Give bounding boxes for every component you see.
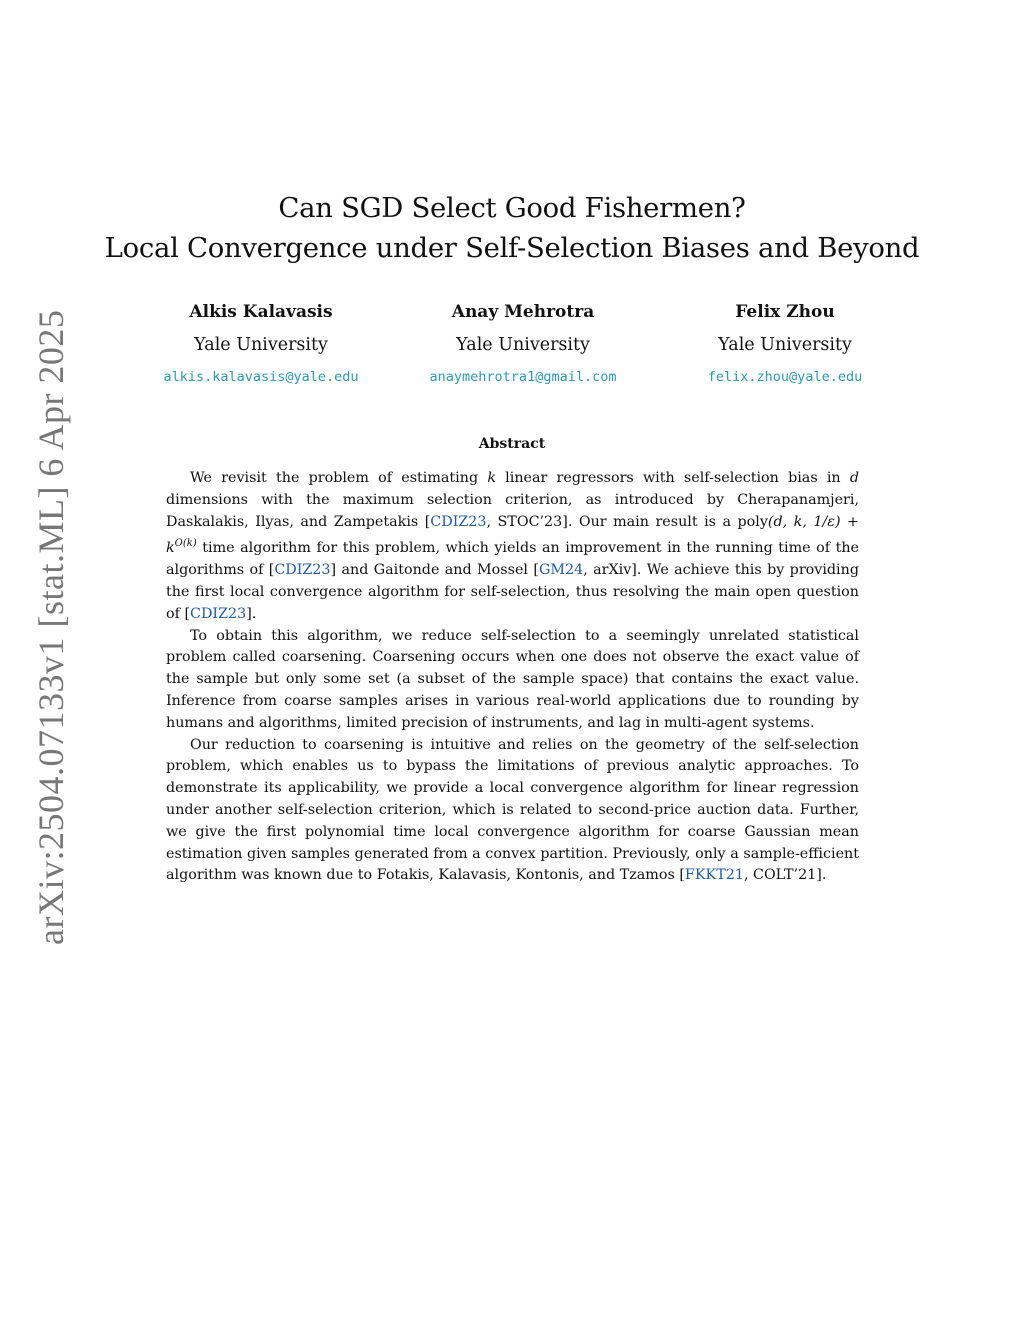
author-mehrotra [373, 298, 673, 390]
citation-link[interactable]: FKKT21 [684, 867, 744, 884]
math-superscript: O(k) [174, 538, 197, 550]
author-affiliation: Yale University [718, 335, 852, 355]
author-email-link[interactable]: anaymehrotra1@gmail.com [429, 369, 617, 385]
math-expression: (d, k, 1/ε) + k [166, 513, 859, 557]
citation-link[interactable]: CDIZ23 [274, 562, 331, 579]
abstract-heading: Abstract [478, 436, 546, 452]
author-name: Alkis Kalavasis [189, 302, 333, 322]
author-email-link[interactable]: alkis.kalavasis@yale.edu [163, 369, 359, 385]
author-zhou [635, 298, 935, 390]
title-line-1: Can SGD Select Good Fishermen? [278, 192, 746, 224]
abstract-paragraph-2: To obtain this algorithm, we reduce self-selection to a seemingly unrelated statistical problem called coarsening. Coarsening occurs when one does not observe the exact value of the sample but only some set (a subset of the sample space) that contains the exact value. Inference from coarse samples arises in various real-world applications due to rounding by humans and algorithms, limited precision of instruments, and lag in multi-agent systems. [166, 627, 859, 731]
citation-link[interactable]: GM24 [538, 562, 584, 579]
math-k: k [487, 470, 496, 486]
author-name: Anay Mehrotra [451, 302, 595, 322]
title-line-2: Local Convergence under Self-Selection Biases and Beyond [104, 232, 920, 264]
author-name: Felix Zhou [735, 302, 835, 322]
abstract-body [166, 468, 859, 887]
citation-link[interactable]: CDIZ23 [430, 513, 487, 530]
paper-title [0, 188, 1024, 268]
abstract-paragraph-3: Our reduction to coarsening is intuitive and relies on the geometry of the self-selection problem, which enables us to bypass the limitations of previous analytic approaches. To demonstrate its applicability, we provide a local convergence algorithm for linear regression under another self-selection criterion, which is related to second-price auction data. Further, we give the first polynomial time local convergence algorithm for coarse Gaussian mean estimation given samples generated from a convex partition. Previously, only a sample-efficient algorithm was known due to Fotakis, Kalavasis, Kontonis, and Tzamos [FKKT21, COLT’21]. [166, 736, 859, 884]
author-affiliation: Yale University [456, 335, 590, 355]
citation-link[interactable]: CDIZ23 [190, 605, 247, 622]
abstract-paragraph-1: We revisit the problem of estimating k linear regressors with self-selection bias in d dimensions with the maximum selection criterion, as introduced by Cherapanamjeri, Daskalakis, Ilyas, and Zampetakis [CDIZ23, STOC’23]. Our main result is a poly(d, k, $1/\varepsilon) + k^{O(k)}$ time algorithm for this problem, which yields an improvement in the running time of the algorithms of [CDIZ23] and Gaitonde and Mossel [GM24, arXiv]. We achieve this by providing the first local convergence algorithm for self-selection, thus resolving the main open question of [CDIZ23]. [166, 470, 859, 622]
arxiv-identifier: arXiv:2504.07133v1 [stat.ML] 6 Apr 2025 [31, 309, 71, 945]
author-kalavasis [111, 298, 411, 390]
math-d: d [849, 470, 859, 486]
author-email-link[interactable]: felix.zhou@yale.edu [707, 369, 863, 385]
author-affiliation: Yale University [194, 335, 328, 355]
